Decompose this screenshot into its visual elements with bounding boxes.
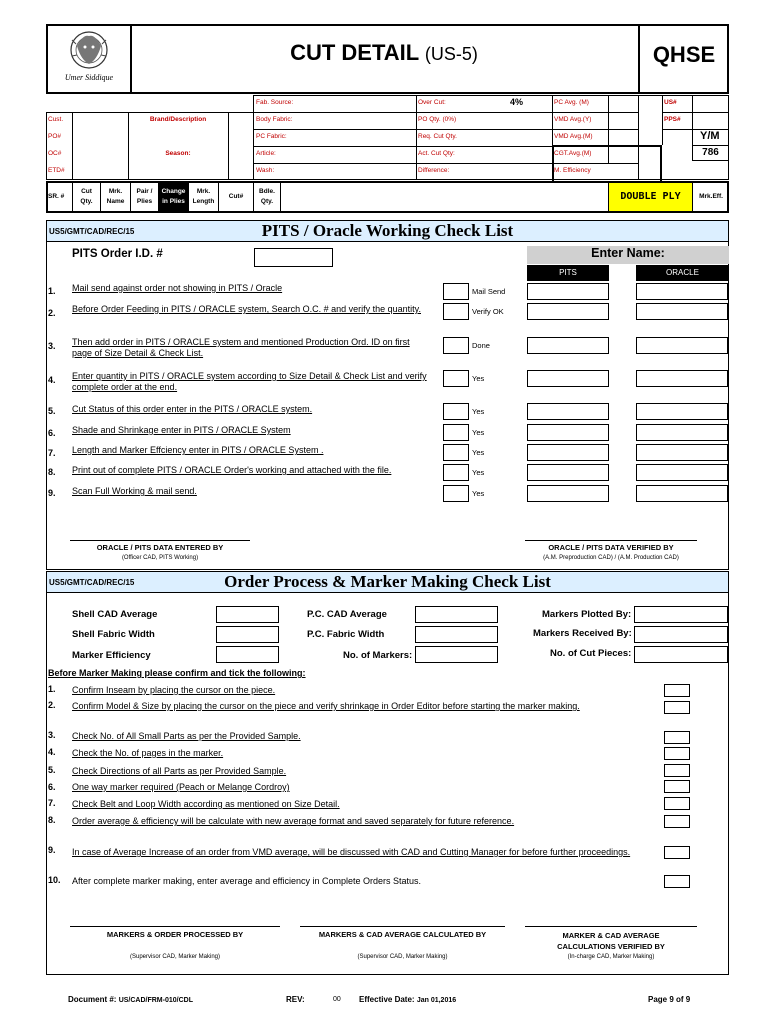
pits-item-6-num: 6. [48,428,56,438]
no-of-cut-pieces-label: No. of Cut Pieces: [550,648,632,659]
shell-fabric-width-label: Shell Fabric Width [72,629,155,640]
order-item-1-checkbox[interactable] [664,684,690,697]
pits-item-5-pits-name[interactable] [527,403,609,420]
pits-item-2-check-label: Verify OK [472,307,504,316]
pits-item-1-num: 1. [48,286,56,296]
order-item-8-checkbox[interactable] [664,815,690,828]
article-label: Article: [256,150,276,157]
col-cut-no: Cut# [228,193,244,200]
pits-item-9-check-label: Yes [472,489,485,498]
pc-fabric-label: PC Fabric: [256,133,287,140]
pits-item-2-oracle-name[interactable] [636,303,728,320]
order-sig3-sub: (In-charge CAD, Marker Making) [567,954,655,960]
pits-order-id-label: PITS Order I.D. # [72,248,163,260]
order-item-4-checkbox[interactable] [664,747,690,760]
pits-item-7-check-label: Yes [472,448,485,457]
pits-item-1-checkbox[interactable] [443,283,469,300]
order-item-9-text: In case of Average Increase of an order from VMD average, will be discussed with CAD and Cutting Manager for before further proceedings. [72,847,631,857]
pits-item-1-text: Mail send against order not showing in PITS / Oracle [72,283,283,293]
pits-item-9-oracle-name[interactable] [636,485,728,502]
pits-item-8-check-label: Yes [472,468,485,477]
shell-cad-avg-input[interactable] [216,606,279,623]
pits-item-8-checkbox[interactable] [443,464,469,481]
pits-item-8-num: 8. [48,467,56,477]
order-item-1-text: Confirm Inseam by placing the cursor on the piece. [72,685,276,695]
difference-label: Difference: [418,167,450,174]
pits-item-7-pits-name[interactable] [527,444,609,461]
pits-item-9-text: Scan Full Working & mail send. [72,486,197,496]
pits-item-6-check-label: Yes [472,428,485,437]
act-cut-qty-label: Act. Cut Qty: [418,150,455,157]
order-sig1-sub: (Supervisor CAD, Marker Making) [129,954,221,960]
order-sig1-line[interactable] [70,926,280,927]
pits-item-4-check-label: Yes [472,374,485,383]
no-of-cut-pieces-input[interactable] [634,646,728,663]
cgt-avg-label: CGT.Avg.(M) [554,150,592,157]
pits-item-6-checkbox[interactable] [443,424,469,441]
order-item-6-checkbox[interactable] [664,780,690,793]
pits-order-id-input[interactable] [254,248,333,267]
pits-code: US5/GMT/CAD/REC/15 [49,227,135,236]
order-item-2-checkbox[interactable] [664,701,690,714]
order-item-10-checkbox[interactable] [664,875,690,888]
page-title [131,40,637,66]
over-cut-label: Over Cut: [418,99,446,106]
markers-received-by-input[interactable] [634,626,728,643]
order-item-3-checkbox[interactable] [664,731,690,744]
col-bdle-qty: Bdle. Qty. [259,188,275,205]
col-oracle: ORACLE [636,265,729,281]
pits-item-3-pits-name[interactable] [527,337,609,354]
col-cut-qty: Cut Qty. [80,188,93,205]
pits-sig-right-line[interactable] [525,540,697,541]
shell-fabric-width-input[interactable] [216,626,279,643]
pits-item-3-num: 3. [48,341,56,351]
pits-item-9-pits-name[interactable] [527,485,609,502]
order-item-8-num: 8. [48,815,56,825]
col-mrk-name: Mrk. Name [106,188,125,205]
pits-item-7-oracle-name[interactable] [636,444,728,461]
pits-item-2-text: Before Order Feeding in PITS / ORACLE system, Search O.C. # and verify the quantity. [72,304,421,314]
order-item-10-num: 10. [48,875,61,885]
pits-item-3-text: Then add order in PITS / ORACLE system and mentioned Production Ord. ID on first page of Size Detail & Check List. [72,337,410,358]
markers-plotted-by-label: Markers Plotted By: [542,609,632,620]
order-item-5-num: 5. [48,765,56,775]
col-pits: PITS [527,265,609,281]
season-label: Season: [165,150,191,157]
order-sig3-line[interactable] [525,926,697,927]
qhse-label: QHSE [652,42,716,67]
pits-item-8-oracle-name[interactable] [636,464,728,481]
pits-item-4-num: 4. [48,375,56,385]
order-item-3-text: Check No. of All Small Parts as per the Provided Sample. [72,731,301,741]
logo-text: Umer Siddique [64,73,114,82]
pits-title: PITS / Oracle Working Check List [261,221,514,240]
pits-item-3-checkbox[interactable] [443,337,469,354]
order-sig3-title: MARKER & CAD AVERAGE CALCULATIONS VERIFIED BY [557,931,665,951]
pits-item-4-checkbox[interactable] [443,370,469,387]
pits-item-1-pits-name[interactable] [527,283,609,300]
pits-item-6-pits-name[interactable] [527,424,609,441]
pits-item-4-pits-name[interactable] [527,370,609,387]
pits-item-9-checkbox[interactable] [443,485,469,502]
pits-item-5-checkbox[interactable] [443,403,469,420]
marker-efficiency-label: Marker Efficiency [72,650,151,661]
ym-value: 786 [702,147,719,158]
ym-label: Y/M [700,130,720,142]
col-mrk-eff: Mrk.Eff. [699,193,723,200]
pits-section [46,220,729,570]
vmd-avg-m-label: VMD Avg.(M) [554,133,593,140]
etd-label: ETD# [48,167,65,174]
cgt-frame [552,145,662,181]
cust-label: Cust. [48,116,64,123]
ym-value-box [692,145,729,161]
order-code: US5/GMT/CAD/REC/15 [49,578,135,587]
order-item-7-text: Check Belt and Loop Width according as mentioned on Size Detail. [72,799,340,809]
order-item-10-text: After complete marker making, enter average and efficiency in Complete Orders Status. [72,876,421,886]
order-item-5-checkbox[interactable] [664,764,690,777]
po-label: PO# [48,133,62,140]
order-item-3-num: 3. [48,730,56,740]
pits-item-3-check-label: Done [472,341,490,350]
order-item-9-checkbox[interactable] [664,846,690,859]
no-of-markers-label: No. of Markers: [343,650,413,661]
order-title: Order Process & Marker Making Check List [224,572,551,591]
order-item-2-text: Confirm Model & Size by placing the cursor on the piece and verify shrinkage in Order Editor before starting the marker making. [72,701,580,711]
pits-item-5-check-label: Yes [472,407,485,416]
order-item-7-checkbox[interactable] [664,797,690,810]
pits-item-8-pits-name[interactable] [527,464,609,481]
pps-no-label: PPS# [664,116,681,123]
po-qty-label: PO Qty. (0%) [418,116,457,123]
before-marker-note: Before Marker Making please confirm and tick the following: [48,668,306,678]
pc-cad-avg-label: P.C. CAD Average [307,609,387,620]
col-mrk-length: Mrk. Length [192,188,215,205]
order-item-2-num: 2. [48,700,56,710]
footer-eff-label: Effective Date: [359,995,415,1004]
order-item-7-num: 7. [48,798,56,808]
pits-sig-right-title: ORACLE / PITS DATA VERIFIED BY [548,543,674,552]
m-efficiency-label: M. Efficiency [554,167,591,174]
pits-item-7-text: Length and Marker Effciency enter in PITS / ORACLE System . [72,445,324,455]
pits-sig-left-line[interactable] [70,540,250,541]
pits-item-2-checkbox[interactable] [443,303,469,320]
col-pair-plies: Pair / Plies [136,188,153,205]
col-change-plies: Change in Plies [159,183,188,211]
enter-name-label: Enter Name: [527,246,729,264]
footer-page: Page 9 of 9 [648,995,691,1004]
pits-item-4-oracle-name[interactable] [636,370,728,387]
pits-item-7-checkbox[interactable] [443,444,469,461]
footer-rev-value: 00 [333,996,341,1003]
order-item-4-num: 4. [48,747,56,757]
markers-received-by-label: Markers Received By: [533,628,632,639]
company-logo [50,26,128,92]
pits-item-1-check-label: Mail Send [472,287,506,296]
pits-item-2-pits-name[interactable] [527,303,609,320]
over-cut-value: 4% [510,97,524,107]
pits-item-1-oracle-name[interactable] [636,283,728,300]
pc-fabric-width-input[interactable] [415,626,498,643]
pc-fabric-width-label: P.C. Fabric Width [307,629,385,640]
vmd-avg-y-label: VMD Avg.(Y) [554,116,592,123]
oc-label: OC# [48,150,62,157]
title-suffix: (US-5) [424,44,478,64]
pits-item-5-oracle-name[interactable] [636,403,728,420]
pits-item-6-oracle-name[interactable] [636,424,728,441]
footer-doc-label: Document #: [68,995,117,1004]
shell-cad-avg-label: Shell CAD Average [72,609,158,620]
pits-sig-right-sub: (A.M. Preproduction CAD) / (A.M. Production CAD) [543,555,679,561]
footer-doc [68,995,193,1004]
pits-item-5-text: Cut Status of this order enter in the PITS / ORACLE system. [72,404,313,414]
pits-item-5-num: 5. [48,406,56,416]
order-sig1-title: MARKERS & ORDER PROCESSED BY [106,930,244,939]
pc-cad-avg-input[interactable] [415,606,498,623]
order-item-4-text: Check the No. of pages in the marker. [72,748,224,758]
order-item-9-num: 9. [48,845,56,855]
no-of-markers-input[interactable] [415,646,498,663]
title-main: CUT DETAIL [290,40,419,65]
pits-item-9-num: 9. [48,488,56,498]
pits-item-2-num: 2. [48,308,56,318]
footer-eff-value: Jan 01,2016 [416,997,457,1004]
double-ply-badge: DOUBLE PLY [609,183,692,211]
order-sig2-line[interactable] [300,926,505,927]
order-sig2-title: MARKERS & CAD AVERAGE CALCULATED BY [318,930,487,939]
markers-plotted-by-input[interactable] [634,606,728,623]
body-fabric-label: Body Fabric: [256,116,293,123]
order-sig2-sub: (Supervisor CAD, Marker Making) [357,954,448,960]
pits-item-6-text: Shade and Shrinkage enter in PITS / ORACLE System [72,425,291,435]
brand-desc-label: Brand/Description [149,116,207,123]
us-no-label: US# [664,99,677,106]
pits-sig-left-sub: (Officer CAD, PITS Working) [121,555,199,561]
pits-item-4-text: Enter quantity in PITS / ORACLE system according to Size Detail & Check List and verify complete order at the end. [72,371,427,392]
order-item-6-num: 6. [48,782,56,792]
pits-item-8-text: Print out of complete PITS / ORACLE Order's working and attached with the file. [72,465,392,475]
footer-rev-label: REV: [286,995,305,1004]
footer-doc-value: US/CAD/FRM-010/CDL [118,997,193,1004]
pits-item-3-oracle-name[interactable] [636,337,728,354]
fab-source-label: Fab. Source: [256,99,294,106]
order-item-6-text: One way marker required (Peach or Melange Cordroy) [72,782,290,792]
col-sr: SR. # [48,193,65,200]
wash-label: Wash: [256,167,275,174]
pc-avg-label: PC Avg. (M) [554,99,589,106]
marker-efficiency-input[interactable] [216,646,279,663]
footer-eff [359,995,456,1004]
req-cut-qty-label: Req. Cut Qty. [418,133,457,140]
order-item-5-text: Check Directions of all Parts as per Provided Sample. [72,766,287,776]
pits-item-7-num: 7. [48,448,56,458]
order-item-1-num: 1. [48,684,56,694]
order-item-8-text: Order average & efficiency will be calculate with new average format and saved separately for future reference. [72,816,515,826]
pits-sig-left-title: ORACLE / PITS DATA ENTERED BY [96,543,224,552]
